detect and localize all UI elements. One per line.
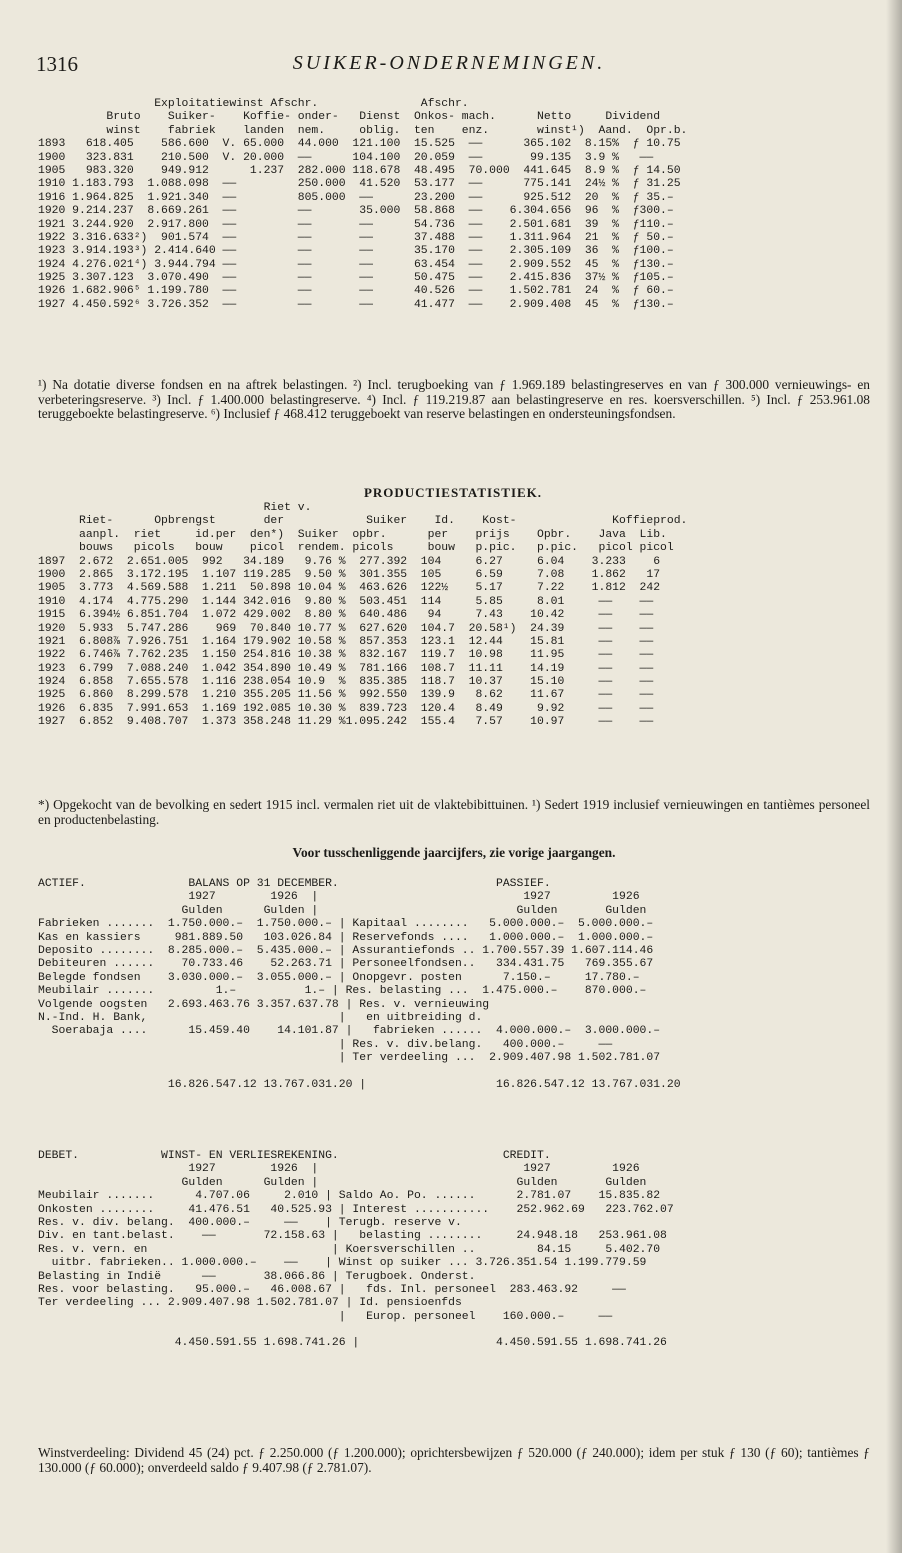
winst-row: Div. en tant.belast. —— 72.158.63 | belasting ........ 24.948.18 253.961.08 <box>38 1230 667 1243</box>
productie-row: Riet- Opbrengst der Suiker Id. Kost- Koffieprod. <box>38 515 688 528</box>
balans-row: N.-Ind. H. Bank, | en uitbreiding d. <box>38 1011 483 1024</box>
winst-row: 1927 1926 | 1927 1926 <box>38 1163 640 1176</box>
productie-row: 1926 6.835 7.991.653 1.169 192.085 10.30 % 839.723 120.4 8.49 9.92 —— —— <box>38 702 654 715</box>
productie-footnotes: *) Opgekocht van de bevolking en sedert 1915 incl. vermalen riet uit de vlaktebibittuinen. ¹) Sedert 1919 inclusief vernieuwingen en tantièmes personeel en productenbelasting. <box>38 797 870 827</box>
balans-row: Debiteuren ...... 70.733.46 52.263.71 | Personeelfondsen.. 334.431.75 769.355.67 <box>38 958 654 971</box>
productie-remark: Voor tusschenliggende jaarcijfers, zie vorige jaargangen. <box>292 845 616 860</box>
exploitatie-row: 1910 1.183.793 1.088.098 —— 250.000 41.520 53.177 —— 775.141 24½ % ƒ 31.25 <box>38 178 681 191</box>
balans-row: Kas en kassiers 981.889.50 103.026.84 | Reservefonds .... 1.000.000.– 1.000.000.– <box>38 931 654 944</box>
running-title: SUIKER-ONDERNEMINGEN. <box>292 52 606 74</box>
winst-row: Gulden Gulden | Gulden Gulden <box>38 1176 647 1189</box>
exploitatie-row: 1927 4.450.592⁶ 3.726.352 —— —— —— 41.477 —— 2.909.408 45 % ƒ130.– <box>38 298 674 311</box>
winst-row: Res. v. div. belang. 400.000.– —— | Terugb. reserve v. <box>38 1216 462 1229</box>
productie-row: bouws picols bouw picol rendem. picols bouw p.pic. p.pic. picol picol <box>38 542 674 555</box>
productie-row: Riet v. <box>38 502 312 514</box>
productie-row: 1921 6.808⅞ 7.926.751 1.164 179.902 10.58 % 857.353 123.1 12.44 15.81 —— —— <box>38 635 654 648</box>
balans-row: Soerabaja .... 15.459.40 14.101.87 | fabrieken ...... 4.000.000.– 3.000.000.– <box>38 1025 661 1038</box>
page-edge-shadow <box>886 0 902 1553</box>
exploitatie-row: 1924 4.276.021⁴) 3.944.794 —— —— —— 63.454 —— 2.909.552 45 % ƒ130.– <box>38 258 674 271</box>
productie-title: PRODUCTIESTATISTIEK. <box>363 485 543 500</box>
productie-row: 1905 3.773 4.569.588 1.211 50.898 10.04 % 463.626 122½ 5.17 7.22 1.812 242 <box>38 582 661 595</box>
exploitatie-footnotes: ¹) Na dotatie diverse fondsen en na aftrek belastingen. ²) Incl. terugboeking van ƒ 1.969.189 belastingreserves en van ƒ 300.000 vernieuwings- en verbeteringsreserve. ³) Incl. ƒ 1.400.000 belastingreserve. ⁴) Incl. ƒ 119.219.87 aan belastingreserve en res. koersverschillen. ⁵) Incl. ƒ 253.961.08 teruggeboekte belastingreserve. ⁶) Inclusief ƒ 468.412 teruggeboekt van reserve belastingen en ondersteuningsfondsen. <box>38 377 870 422</box>
winst-row: DEBET. WINST- EN VERLIESREKENING. CREDIT. <box>38 1150 551 1162</box>
winst-row <box>38 1324 868 1337</box>
exploitatie-row: Exploitatiewinst Afschr. Afschr. <box>38 98 469 110</box>
exploitatie-row: 1905 983.320 949.912 1.237 282.000 118.678 48.495 70.000 441.645 8.9 % ƒ 14.50 <box>38 164 681 177</box>
exploitatie-row: winst fabriek landen nem. oblig. ten enz. winst¹) Aand. Opr.b. <box>38 124 688 137</box>
winst-row: | Europ. personeel 160.000.– —— <box>38 1310 613 1323</box>
balans-row: Belegde fondsen 3.030.000.– 3.055.000.– | Onopgevr. posten 7.150.– 17.780.– <box>38 971 640 984</box>
exploitatie-row: 1920 9.214.237 8.669.261 —— —— 35.000 58.868 —— 6.304.656 96 % ƒ300.– <box>38 205 674 218</box>
winst-row: Res. v. vern. en | Koersverschillen .. 84.15 5.402.70 <box>38 1243 661 1256</box>
productie-row: 1923 6.799 7.088.240 1.042 354.890 10.49 % 781.166 108.7 11.11 14.19 —— —— <box>38 662 654 675</box>
balans-row: Gulden Gulden | Gulden Gulden <box>38 904 647 917</box>
page-header <box>36 52 862 82</box>
productie-row: 1900 2.865 3.172.195 1.107 119.285 9.50 % 301.355 105 6.59 7.08 1.862 17 <box>38 568 661 581</box>
winst-row: Meubilair ....... 4.707.06 2.010 | Saldo Ao. Po. ...... 2.781.07 15.835.82 <box>38 1190 661 1203</box>
balans-row: | Ter verdeeling ... 2.909.407.98 1.502.781.07 <box>38 1052 661 1065</box>
balans-row: Meubilair ....... 1.– 1.– | Res. belasting ... 1.475.000.– 870.000.– <box>38 985 647 998</box>
productie-row: 1920 5.933 5.747.286 969 70.840 10.77 % 627.620 104.7 20.58¹) 24.39 —— —— <box>38 622 654 635</box>
winst-verlies-table <box>38 1150 868 1351</box>
productie-row: aanpl. riet id.per den*) Suiker opbr. per prijs Opbr. Java Lib. <box>38 528 667 541</box>
exploitatie-row: 1925 3.307.123 3.070.490 —— —— —— 50.475 —— 2.415.836 37½ % ƒ105.– <box>38 272 674 285</box>
exploitatie-row: 1926 1.682.906⁵ 1.199.780 —— —— —— 40.526 —— 1.502.781 24 % ƒ 60.– <box>38 285 674 298</box>
exploitatie-row: 1893 618.405 586.600 V. 65.000 44.000 121.100 15.525 —— 365.102 8.15% ƒ 10.75 <box>38 138 681 151</box>
exploitatie-row: 1921 3.244.920 2.917.800 —— —— —— 54.736 —— 2.501.681 39 % ƒ110.– <box>38 218 674 231</box>
balans-row: Deposito ........ 8.285.000.– 5.435.000.– | Assurantiefonds .. 1.700.557.39 1.607.114.46 <box>38 944 654 957</box>
balans-table <box>38 878 868 1092</box>
productie-table <box>38 502 868 730</box>
page-number: 1316 <box>36 52 78 76</box>
exploitatie-row: Bruto Suiker- Koffie- onder- Dienst Onkos- mach. Netto Dividend <box>38 111 661 124</box>
winst-row: Ter verdeeling ... 2.909.407.98 1.502.781.07 | Id. pensioenfds <box>38 1297 462 1310</box>
winst-row: Onkosten ........ 41.476.51 40.525.93 | Interest ........... 252.962.69 223.762.07 <box>38 1203 674 1216</box>
balans-row: | Res. v. div.belang. 400.000.– —— <box>38 1038 613 1051</box>
balans-row: Volgende oogsten 2.693.463.76 3.357.637.78 | Res. v. vernieuwing <box>38 998 490 1011</box>
productie-row: 1922 6.746⅞ 7.762.235 1.150 254.816 10.38 % 832.167 119.7 10.98 11.95 —— —— <box>38 649 654 662</box>
productie-row: 1924 6.858 7.655.578 1.116 238.054 10.9 % 835.385 118.7 10.37 15.10 —— —— <box>38 676 654 689</box>
exploitatie-row: 1922 3.316.633²) 901.574 —— —— —— 37.488 —— 1.311.964 21 % ƒ 50.– <box>38 231 674 244</box>
winst-row: uitbr. fabrieken.. 1.000.000.– —— | Winst op suiker ... 3.726.351.54 1.199.779.59 <box>38 1257 647 1270</box>
productie-row: 1927 6.852 9.408.707 1.373 358.248 11.29 %1.095.242 155.4 7.57 10.97 —— —— <box>38 716 654 729</box>
balans-row: 1927 1926 | 1927 1926 <box>38 891 640 904</box>
exploitatie-row: 1900 323.831 210.500 V. 20.000 —— 104.100 20.059 —— 99.135 3.9 % —— <box>38 151 654 164</box>
winstverdeeling-note: Winstverdeeling: Dividend 45 (24) pct. ƒ 2.250.000 (ƒ 1.200.000); oprichtersbewijzen ƒ 520.000 (ƒ 240.000); idem per stuk ƒ 130 (ƒ 60); tantièmes ƒ 130.000 (ƒ 60.000); onverdeeld saldo ƒ 9.407.98 (ƒ 2.781.07). <box>38 1445 870 1475</box>
exploitatie-row: 1923 3.914.193³) 2.414.640 —— —— —— 35.170 —— 2.305.109 36 % ƒ100.– <box>38 245 674 258</box>
balans-row: 16.826.547.12 13.767.031.20 | 16.826.547.12 13.767.031.20 <box>38 1078 681 1091</box>
productie-row: 1925 6.860 8.299.578 1.210 355.205 11.56 % 992.550 139.9 8.62 11.67 —— —— <box>38 689 654 702</box>
productie-row: 1897 2.672 2.651.005 992 34.189 9.76 % 277.392 104 6.27 6.04 3.233 6 <box>38 555 661 568</box>
winst-row: Res. voor belasting. 95.000.– 46.008.67 | fds. Inl. personeel 283.463.92 —— <box>38 1283 626 1296</box>
productie-row: 1915 6.394½ 6.851.704 1.072 429.002 8.80 % 640.486 94 7.43 10.42 —— —— <box>38 609 654 622</box>
balans-row: Fabrieken ....... 1.750.000.– 1.750.000.– | Kapitaal ........ 5.000.000.– 5.000.000.– <box>38 918 654 931</box>
balans-row: ACTIEF. BALANS OP 31 DECEMBER. PASSIEF. <box>38 878 551 890</box>
balans-row <box>38 1065 868 1078</box>
exploitatie-row: 1916 1.964.825 1.921.340 —— 805.000 —— 23.200 —— 925.512 20 % ƒ 35.– <box>38 191 674 204</box>
winst-row: 4.450.591.55 1.698.741.26 | 4.450.591.55 1.698.741.26 <box>38 1337 667 1350</box>
winst-row: Belasting in Indië —— 38.066.86 | Terugboek. Onderst. <box>38 1270 476 1283</box>
exploitatie-table <box>38 98 868 312</box>
productie-row: 1910 4.174 4.775.290 1.144 342.016 9.80 % 503.451 114 5.85 8.01 —— —— <box>38 595 654 608</box>
